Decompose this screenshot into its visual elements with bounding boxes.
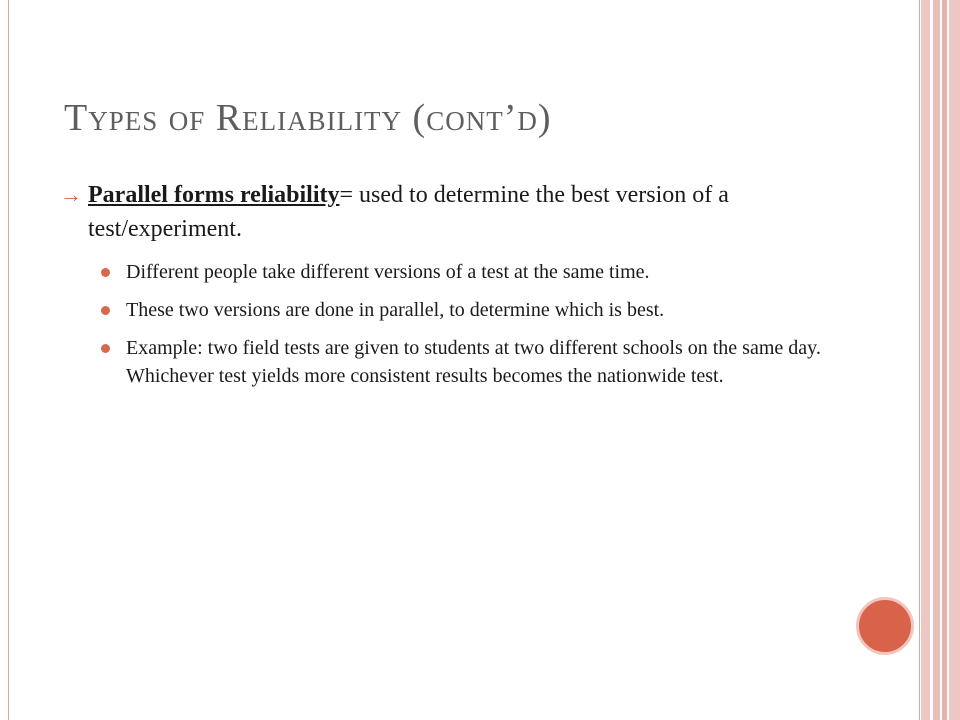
bullet-parallel-forms — [60, 178, 840, 246]
decorative-stripe — [933, 0, 940, 720]
bullet-definition: = used to determine the best version of a test/experiment. — [88, 182, 729, 242]
decorative-stripe — [949, 0, 960, 720]
sub-bullet-item — [60, 296, 840, 324]
bullet-marker-icon: → — [60, 182, 82, 207]
decorative-circle-icon — [856, 597, 914, 655]
bullet-term: Parallel forms reliability — [88, 182, 340, 208]
sub-bullet-text: Example: two field tests are given to students at two different schools on the same day. Whichever test yields more consistent results becomes the nationwide test. — [126, 337, 821, 387]
slide-body — [60, 178, 840, 400]
bullet-dot-icon — [101, 344, 110, 353]
sub-bullet-list — [60, 258, 840, 390]
bullet-dot-icon — [101, 268, 110, 277]
sub-bullet-item — [60, 258, 840, 286]
decorative-stripe — [921, 0, 930, 720]
slide-title: Types of Reliability (cont’d) — [64, 97, 552, 139]
sub-bullet-text: Different people take different versions of a test at the same time. — [126, 261, 650, 283]
bullet-dot-icon — [101, 306, 110, 315]
sub-bullet-text: These two versions are done in parallel, to determine which is best. — [126, 299, 665, 321]
sub-bullet-item — [60, 334, 840, 390]
